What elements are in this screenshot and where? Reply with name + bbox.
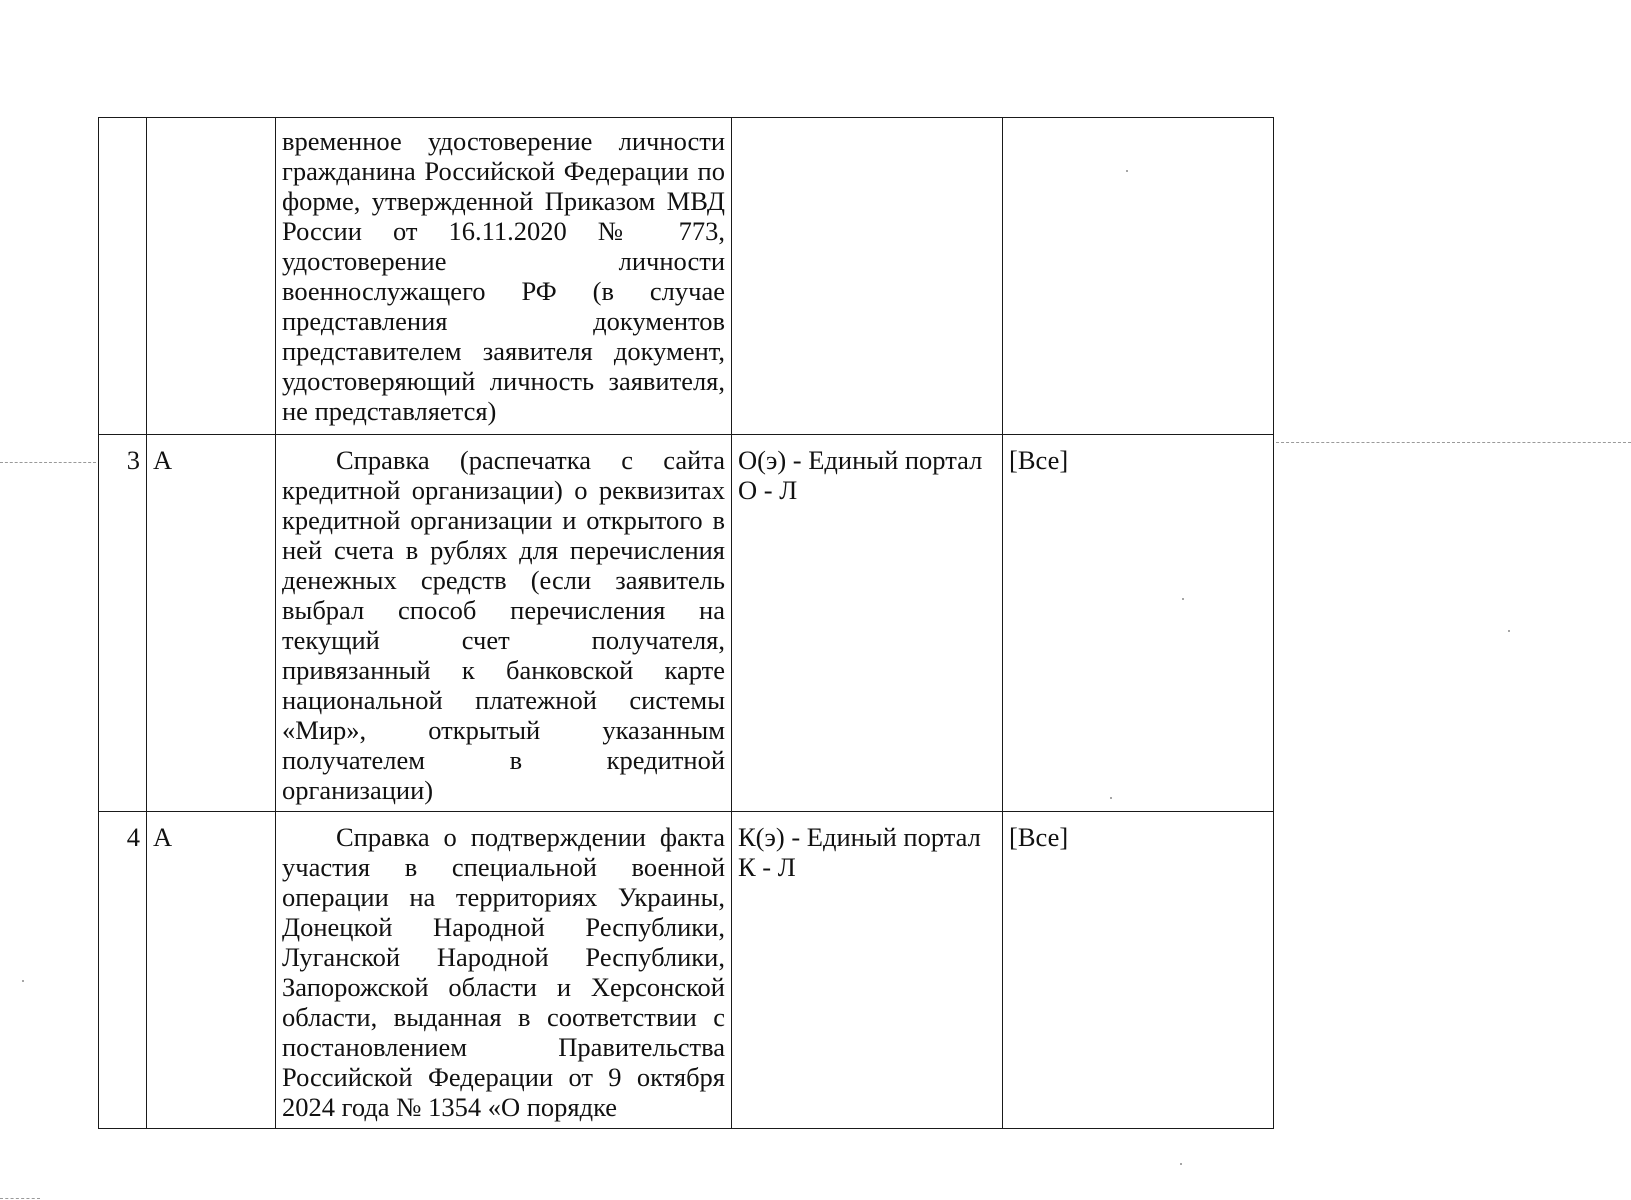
row-group-cell: А [147, 812, 276, 1129]
document-description: временное удостоверение личности гражданина Российской Федерации по форме, утвержденной Приказом МВД России от 16.11.2020 № 773, удостоверение личности военнослужащего РФ (в случае представления документов представителем заявителя документ, удостоверяющий личность заявителя, не представляется) [282, 126, 725, 426]
scan-artifact-dot [1182, 598, 1184, 600]
source-cell [732, 435, 1003, 812]
scan-artifact-dot [1508, 630, 1510, 632]
document-description-cell [276, 812, 732, 1129]
source-cell [732, 812, 1003, 1129]
row-group-cell: А [147, 435, 276, 812]
source-cell [732, 118, 1003, 435]
row-number-cell [99, 118, 147, 435]
scope-cell: [Все] [1003, 812, 1274, 1129]
scan-artifact-dot [22, 980, 24, 982]
document-description: Справка (распечатка с сайта кредитной организации) о реквизитах кредитной организации и открытого в ней счета в рублях для перечисления денежных средств (если заявитель выбрал способ перечисления на текущий счет получателя, привязанный к банковской карте национальной платежной системы «Мир», открытый указанным получателем в кредитной организации) [282, 445, 725, 805]
source-primary: О(э) - Единый портал [738, 445, 983, 475]
scan-artifact-line [0, 462, 96, 463]
scan-artifact-dot [1126, 170, 1128, 172]
table-row [99, 118, 1274, 435]
scan-artifact-dot [1110, 797, 1112, 799]
source-primary: К(э) - Единый портал [738, 822, 981, 852]
row-number-cell: 4 [99, 812, 147, 1129]
scope-cell [1003, 118, 1274, 435]
scope-cell: [Все] [1003, 435, 1274, 812]
table-row [99, 812, 1274, 1129]
source-secondary: О - Л [738, 475, 798, 505]
document-description-cell [276, 435, 732, 812]
document-description: Справка о подтверждении факта участия в специальной военной операции на территориях Украины, Донецкой Народной Республики, Луганской Народной Республики, Запорожской области и Херсонской области, выданная в соответствии с постановлением Правительства Российской Федерации от 9 октября 2024 года № 1354 «О порядке [282, 822, 725, 1122]
row-number-cell: 3 [99, 435, 147, 812]
document-description-cell [276, 118, 732, 435]
row-group-cell [147, 118, 276, 435]
documents-table [98, 117, 1274, 1129]
scan-artifact-dot [1180, 1163, 1182, 1165]
scan-artifact-line [1276, 442, 1631, 443]
table-row [99, 435, 1274, 812]
scan-artifact-line [0, 1198, 40, 1199]
source-secondary: К - Л [738, 852, 796, 882]
